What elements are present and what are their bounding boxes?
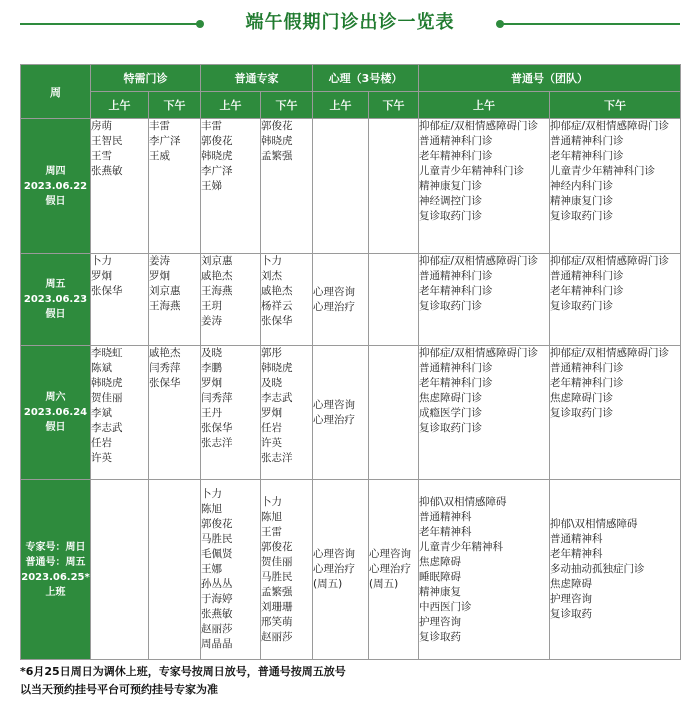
header-expert: 普通专家 [201, 65, 313, 92]
list-item: 老年精神科门诊 [550, 377, 624, 389]
list-item: 中西医门诊 [419, 600, 472, 613]
list-item: 普通精神科门诊 [419, 362, 493, 374]
header-special-am: 上午 [91, 92, 149, 119]
list-item: 姜涛 [149, 255, 170, 267]
list-item: 刘杰 [261, 270, 282, 282]
list-item: 心理治疗 [313, 413, 355, 426]
list-item: 孟繁强 [261, 585, 293, 598]
list-item: 马胜民 [201, 533, 233, 545]
psych-pm-cell [369, 480, 419, 660]
list-item: 精神康复门诊 [419, 180, 482, 192]
header-psych-pm: 下午 [369, 92, 419, 119]
list-item: 抑郁\双相情感障碍 [419, 495, 507, 508]
list-item: 复诊取药门诊 [550, 407, 613, 419]
list-item: 抑郁症/双相情感障碍门诊 [550, 255, 670, 267]
day-label: 周四 [45, 165, 66, 177]
list-item: 张志洋 [261, 452, 293, 464]
list-item: 心理咨询 [369, 548, 411, 560]
header-week: 周 [21, 65, 91, 119]
list-item: 老年精神科 [550, 548, 603, 560]
schedule-table [20, 64, 681, 660]
list-item: 王玥 [201, 300, 222, 312]
list-item: 赵丽莎 [201, 623, 233, 635]
list-item: 李志武 [261, 392, 293, 404]
list-item: 普通精神科门诊 [550, 270, 624, 282]
list-item: 老年精神科门诊 [550, 285, 624, 297]
general-am-cell [419, 346, 550, 480]
list-item: 护理咨询 [550, 593, 592, 605]
list-item: 抑郁症/双相情感障碍门诊 [419, 255, 539, 267]
list-item: 老年精神科 [419, 525, 472, 538]
title-divider-left [20, 23, 200, 25]
list-item: 普通精神科门诊 [419, 270, 493, 282]
list-item: 贺佳丽 [261, 555, 293, 568]
list-item: 郭俊花 [261, 540, 293, 553]
expert-am-cell [201, 119, 261, 254]
list-item: 李志武 [91, 422, 123, 434]
special-am-cell [91, 119, 149, 254]
list-item: 复诊取药门诊 [419, 210, 482, 222]
list-item: 王雷 [261, 525, 282, 538]
list-item: 王丹 [201, 407, 222, 419]
list-item: 戚艳杰 [261, 285, 293, 297]
list-item: 王海燕 [149, 300, 181, 312]
list-item: 抑郁症/双相情感障碍门诊 [419, 120, 539, 132]
day-label: 周六 [45, 392, 66, 403]
list-item: 心理咨询 [313, 398, 355, 411]
title-divider-right [500, 23, 680, 25]
special-am-cell [91, 346, 149, 480]
list-item: 郭俊花 [261, 120, 293, 132]
list-item: (周五) [369, 578, 399, 590]
list-item: 心理治疗 [313, 300, 355, 313]
list-item: 张保华 [149, 377, 181, 389]
list-item: 郭俊花 [201, 135, 233, 147]
list-item: 抑郁症/双相情感障碍门诊 [419, 347, 539, 359]
list-item: 老年精神科门诊 [419, 285, 493, 297]
list-item: 老年精神科门诊 [419, 150, 493, 162]
list-item: 儿童青少年精神科门诊 [419, 165, 524, 177]
special-am-cell [91, 480, 149, 660]
expert-am-cell [201, 480, 261, 660]
list-item: 普通精神科门诊 [550, 135, 624, 147]
expert-pm-cell [261, 254, 313, 346]
list-item: 张保华 [91, 285, 123, 297]
list-item: 及晓 [261, 377, 282, 389]
psych-pm-cell [369, 346, 419, 480]
list-item: 神经调控门诊 [419, 195, 482, 207]
list-item: 丰雷 [201, 120, 222, 132]
list-item: 多动抽动孤独症门诊 [550, 563, 645, 575]
list-item: 普通精神科 [550, 533, 603, 545]
list-item: 老年精神科门诊 [550, 150, 624, 162]
header-general-am: 上午 [419, 92, 550, 119]
expert-pm-cell [261, 119, 313, 254]
special-pm-cell [149, 119, 201, 254]
list-item: 心理咨询 [313, 285, 355, 298]
day-cell [21, 254, 91, 346]
schedule-body [21, 119, 681, 660]
table-row [21, 480, 681, 660]
list-item: (周五) [313, 578, 343, 590]
list-item: 复诊取药 [419, 630, 461, 643]
list-item: 孙丛丛 [201, 578, 233, 590]
list-item: 李广泽 [201, 165, 233, 177]
list-item: 张保华 [201, 422, 233, 434]
list-item: 于海婷 [201, 593, 233, 605]
day-cell [21, 480, 91, 660]
list-item: 赵丽莎 [261, 630, 293, 643]
psych-am-cell [313, 254, 369, 346]
day-label: 假日 [45, 195, 66, 207]
list-item: 复诊取药门诊 [550, 300, 613, 312]
psych-am-cell [313, 480, 369, 660]
header-expert-am: 上午 [201, 92, 261, 119]
list-item: 闫秀萍 [149, 362, 181, 374]
list-item: 戚艳杰 [149, 347, 181, 359]
list-item: 罗炯 [261, 407, 282, 419]
page-title: 端午假期门诊出诊一览表 [245, 12, 455, 33]
list-item: 儿童青少年精神科门诊 [550, 165, 655, 177]
list-item: 韩晓虎 [91, 377, 123, 389]
table-row [21, 119, 681, 254]
list-item: 郭俊花 [201, 518, 233, 530]
general-pm-cell [550, 346, 681, 480]
list-item: 罗炯 [149, 270, 170, 282]
list-item: 神经内科门诊 [550, 180, 613, 192]
list-item: 贺佳丽 [91, 392, 123, 404]
list-item: 复诊取药门诊 [419, 422, 482, 434]
day-label: 假日 [45, 422, 66, 433]
list-item: 抑郁症/双相情感障碍门诊 [550, 347, 670, 359]
general-pm-cell [550, 254, 681, 346]
list-item: 抑郁症/双相情感障碍门诊 [550, 120, 670, 132]
list-item: 张燕敏 [201, 608, 233, 620]
list-item: 王威 [149, 150, 170, 162]
list-item: 陈斌 [91, 362, 112, 374]
list-item: 儿童青少年精神科 [419, 540, 503, 553]
day-label: 2023.06.23 [23, 294, 88, 305]
list-item: 戚艳杰 [201, 270, 233, 282]
list-item: 心理治疗 [369, 563, 411, 575]
list-item: 罗炯 [201, 377, 222, 389]
header-general: 普通号（团队） [419, 65, 681, 92]
special-pm-cell [149, 480, 201, 660]
list-item: 韩晓虎 [261, 135, 293, 147]
day-label: 周五 [45, 279, 66, 290]
list-item: 睡眠障碍 [419, 570, 461, 583]
list-item: 王雪 [91, 150, 112, 162]
list-item: 焦虑障碍 [550, 578, 592, 590]
list-item: 精神康复 [419, 585, 461, 598]
list-item: 毛佩贤 [201, 548, 233, 560]
list-item: 杨祥云 [261, 300, 293, 312]
psych-pm-cell [369, 254, 419, 346]
list-item: 许英 [91, 452, 112, 464]
list-item: 刘珊珊 [261, 600, 293, 613]
day-label: 2023.06.22 [23, 180, 88, 192]
day-label: 2023.06.24 [23, 407, 88, 418]
list-item: 韩晓虎 [201, 150, 233, 162]
list-item: 普通精神科门诊 [550, 362, 624, 374]
list-item: 邢笑萌 [261, 615, 293, 628]
list-item: 李鹏 [201, 362, 222, 374]
psych-pm-cell [369, 119, 419, 254]
list-item: 房萌 [91, 120, 112, 132]
list-item: 护理咨询 [419, 615, 461, 628]
list-item: 心理治疗 [313, 563, 355, 575]
expert-pm-cell [261, 346, 313, 480]
list-item: 姜涛 [201, 315, 222, 327]
list-item: 马胜民 [261, 570, 293, 583]
list-item: 陈旭 [201, 503, 222, 515]
list-item: 普通精神科 [419, 510, 472, 523]
list-item: 卜力 [91, 255, 112, 267]
list-item: 及晓 [201, 347, 222, 359]
list-item: 精神康复门诊 [550, 195, 613, 207]
expert-pm-cell [261, 480, 313, 660]
day-cell [21, 119, 91, 254]
general-am-cell [419, 254, 550, 346]
list-item: 复诊取药 [550, 608, 592, 620]
list-item: 丰雷 [149, 120, 170, 132]
list-item: 卜力 [261, 495, 282, 508]
special-pm-cell [149, 254, 201, 346]
day-label: 专家号：周日 [25, 541, 86, 553]
list-item: 抑郁\双相情感障碍 [550, 518, 638, 530]
day-label: 普通号：周五 [25, 556, 86, 568]
list-item: 心理咨询 [313, 548, 355, 560]
header-expert-pm: 下午 [261, 92, 313, 119]
footer-note-1: *6月25日周日为调休上班，专家号按周日放号，普通号按周五放号 [20, 665, 346, 678]
list-item: 周晶晶 [201, 638, 233, 650]
day-label: 上班 [45, 586, 66, 598]
list-item: 成瘾医学门诊 [419, 407, 482, 419]
list-item: 王娣 [201, 180, 222, 192]
title-bar [0, 0, 700, 50]
list-item: 刘京惠 [149, 285, 181, 297]
header-general-pm: 下午 [550, 92, 681, 119]
list-item: 李斌 [91, 407, 112, 419]
day-label: 假日 [45, 309, 66, 320]
special-am-cell [91, 254, 149, 346]
psych-am-cell [313, 119, 369, 254]
list-item: 焦虑障碍门诊 [419, 392, 482, 404]
special-pm-cell [149, 346, 201, 480]
list-item: 普通精神科门诊 [419, 135, 493, 147]
list-item: 韩晓虎 [261, 362, 293, 374]
table-row [21, 346, 681, 480]
list-item: 许英 [261, 437, 282, 449]
list-item: 卜力 [201, 488, 222, 500]
expert-am-cell [201, 346, 261, 480]
list-item: 李广泽 [149, 135, 181, 147]
list-item: 王智民 [91, 135, 123, 147]
list-item: 刘京惠 [201, 255, 233, 267]
footer-note-2: 以当天预约挂号平台可预约挂号专家为准 [20, 683, 218, 696]
list-item: 复诊取药门诊 [550, 210, 613, 222]
header-psych: 心理（3号楼） [313, 65, 419, 92]
list-item: 任岩 [261, 422, 282, 434]
general-pm-cell [550, 119, 681, 254]
day-cell [21, 346, 91, 480]
list-item: 孟繁强 [261, 150, 293, 162]
general-pm-cell [550, 480, 681, 660]
list-item: 焦虑障碍 [419, 555, 461, 568]
list-item: 郭彤 [261, 347, 282, 359]
header-special: 特需门诊 [91, 65, 201, 92]
list-item: 王娜 [201, 563, 222, 575]
list-item: 张燕敏 [91, 165, 123, 177]
list-item: 卜力 [261, 255, 282, 267]
expert-am-cell [201, 254, 261, 346]
list-item: 陈旭 [261, 510, 282, 523]
list-item: 王海燕 [201, 285, 233, 297]
list-item: 老年精神科门诊 [419, 377, 493, 389]
list-item: 任岩 [91, 437, 112, 449]
list-item: 罗炯 [91, 270, 112, 282]
header-psych-am: 上午 [313, 92, 369, 119]
header-special-pm: 下午 [149, 92, 201, 119]
list-item: 张保华 [261, 315, 293, 327]
list-item: 焦虑障碍门诊 [550, 392, 613, 404]
day-label: 2023.06.25* [21, 571, 90, 583]
table-row [21, 254, 681, 346]
general-am-cell [419, 119, 550, 254]
list-item: 复诊取药门诊 [419, 300, 482, 312]
list-item: 闫秀萍 [201, 392, 233, 404]
list-item: 张志洋 [201, 437, 233, 449]
list-item: 李晓虹 [91, 347, 123, 359]
psych-am-cell [313, 346, 369, 480]
general-am-cell [419, 480, 550, 660]
